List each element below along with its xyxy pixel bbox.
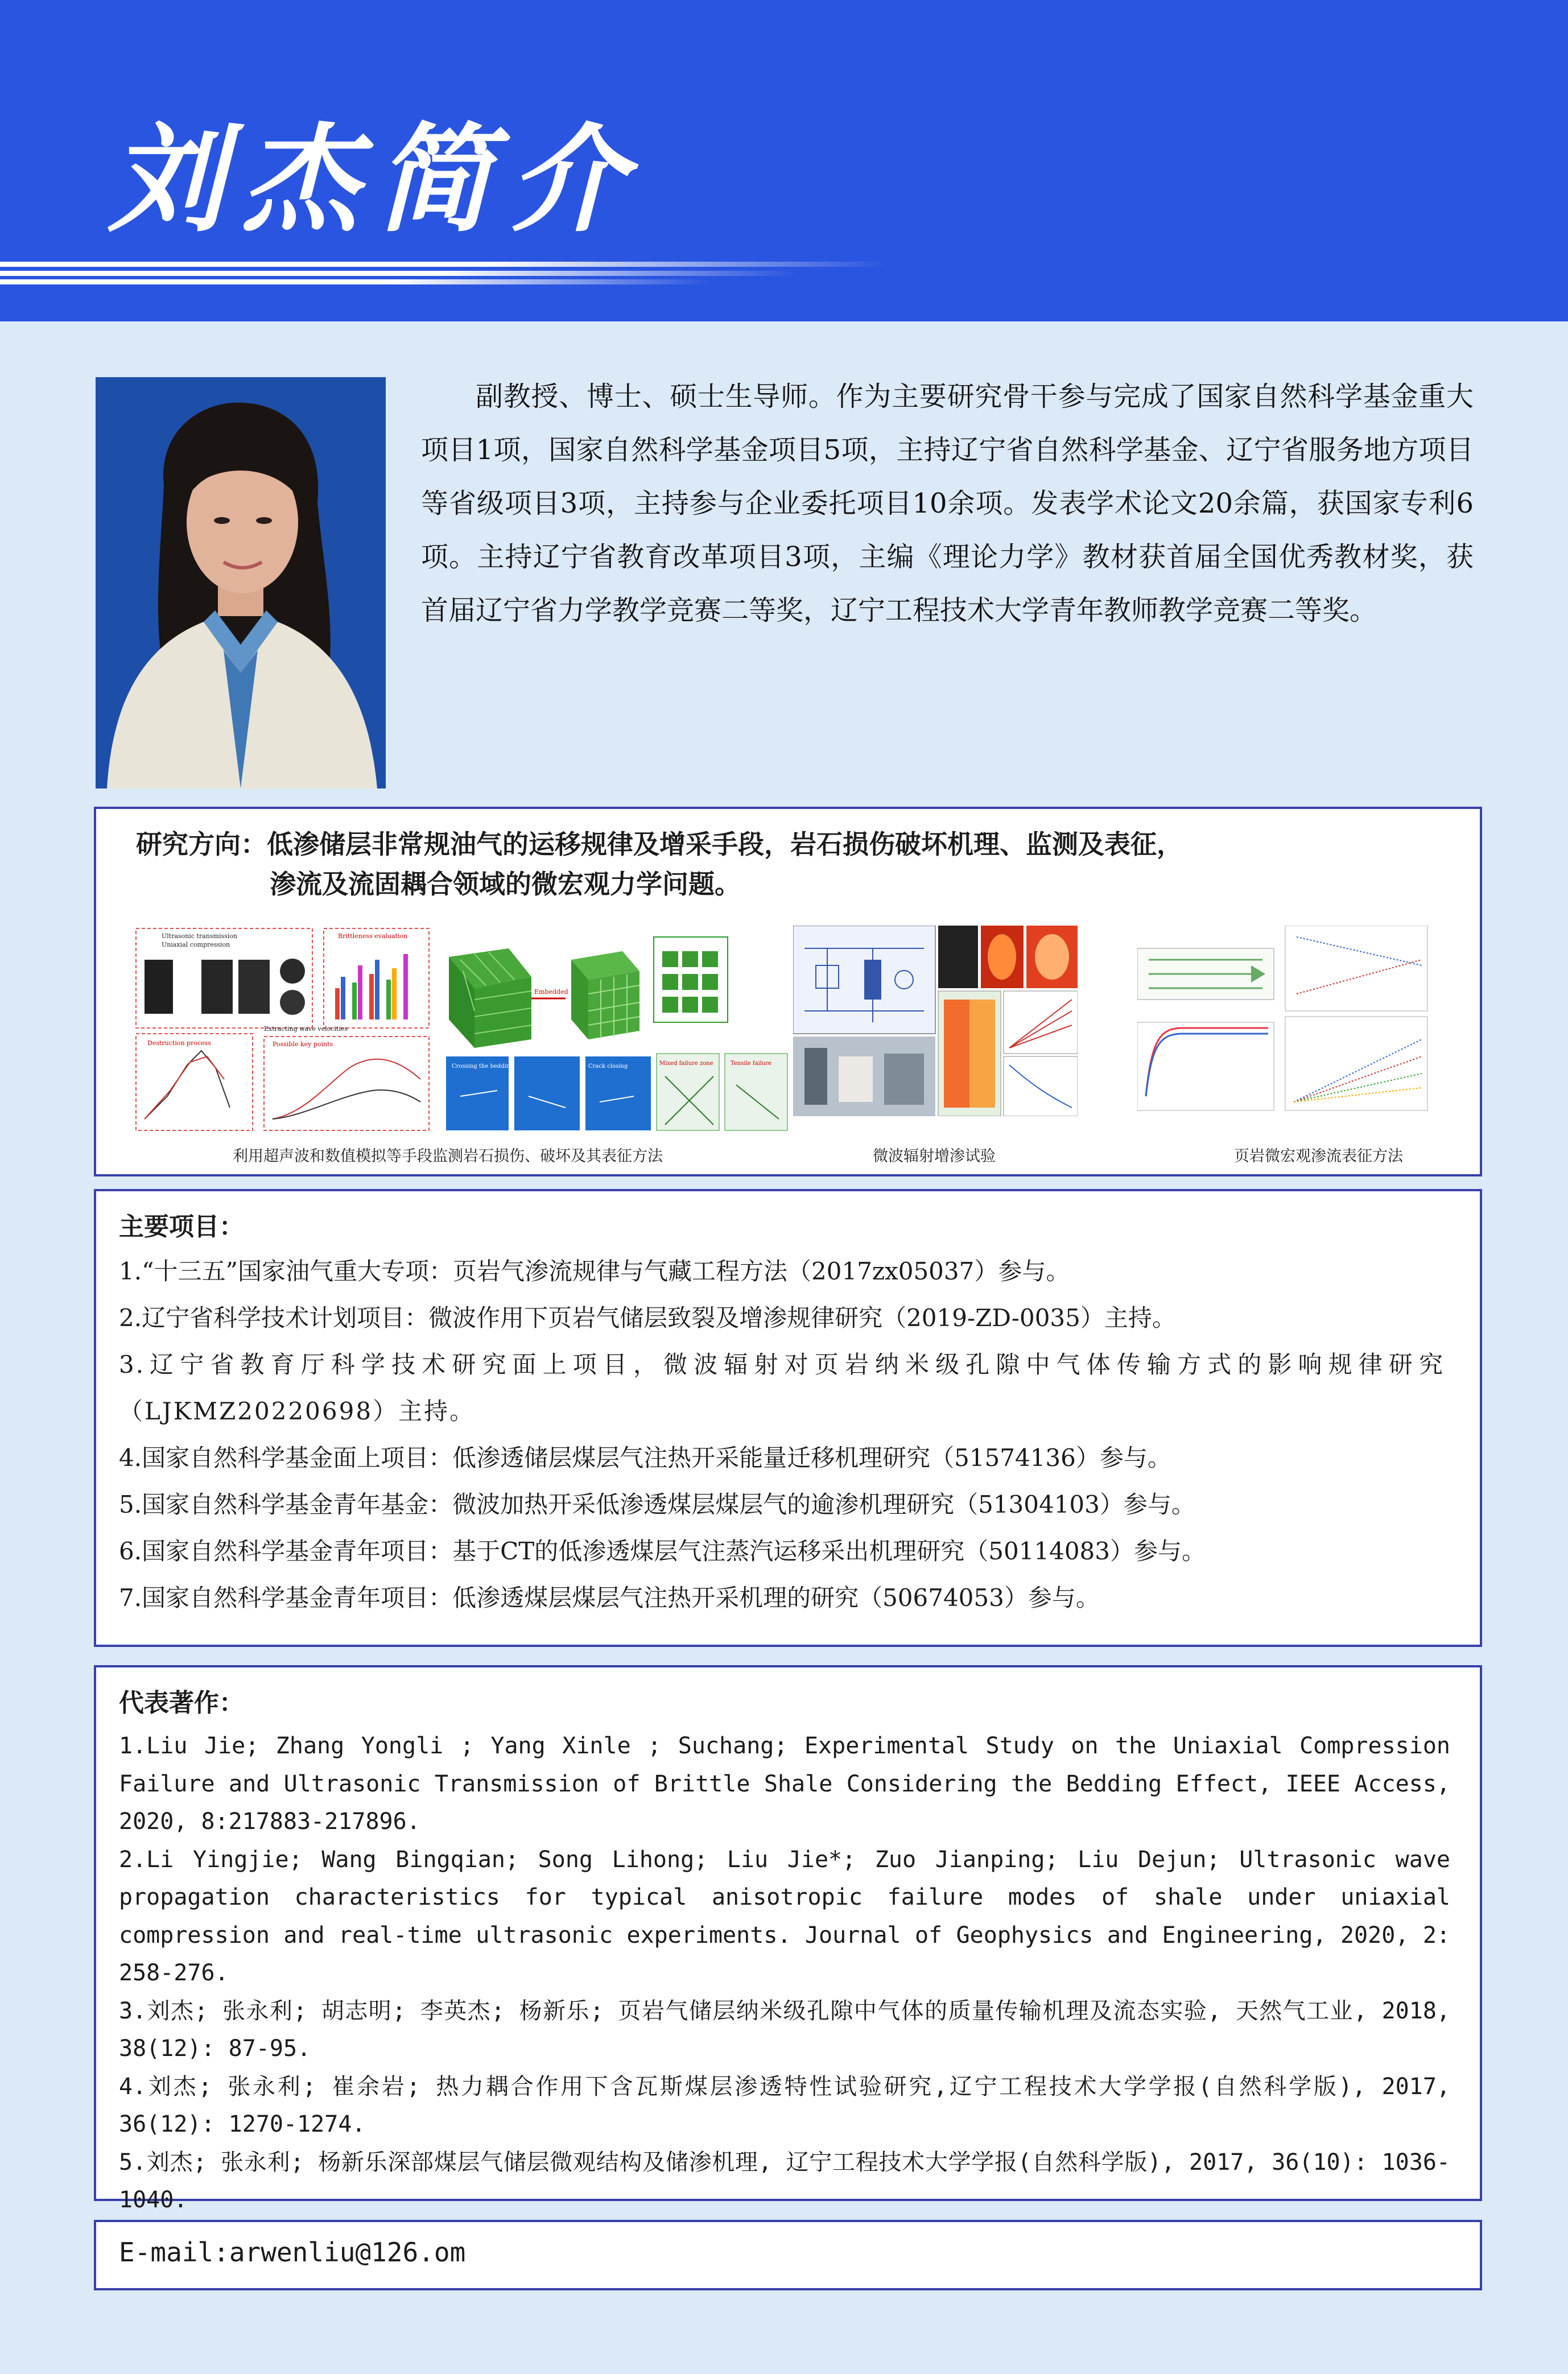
project-item: 2.辽宁省科学技术计划项目：微波作用下页岩气储层致裂及增渗规律研究（2019-ZD-0035）主持。	[119, 1304, 1176, 1332]
stripe	[0, 262, 888, 267]
publications-title: 代表著作：	[119, 1688, 244, 1717]
project-item: 4.国家自然科学基金面上项目：低渗透储层煤层气注热开采能量迁移机理研究（51574136）参与。	[119, 1444, 1171, 1472]
figure-shale-seepage	[1137, 926, 1433, 1116]
label-ultrasonic: Ultrasonic transmission	[162, 932, 237, 940]
publication-item: 5.刘杰; 张永利; 杨新乐深部煤层气储层微观结构及储渗机理, 辽宁工程技术大学学报(自然科学版), 2017, 36(10): 1036-1040.	[119, 2149, 1450, 2213]
research-line-1: 研究方向：低渗储层非常规油气的运移规律及增采手段，岩石损伤破坏机理、监测及表征，	[136, 829, 1183, 860]
research-heading	[136, 824, 1445, 904]
label-destruction: Destruction process	[147, 1039, 211, 1047]
bio-paragraph: 副教授、博士、硕士生导师。作为主要研究骨干参与完成了国家自然科学基金重大项目1项，国家自然科学基金项目5项，主持辽宁省自然科学基金、辽宁省服务地方项目等省级项目3项，主持参与企业委托项目10余项。发表学术论文20余篇，获国家专利6项。主持辽宁省教育改革项目3项，主编《理论力学》教材获首届全国优秀教材奖，获首届辽宁省力学教学竞赛二等奖，辽宁工程技术大学青年教师教学竞赛二等奖。	[421, 381, 1474, 626]
label-crossing: Crossing the bedding	[452, 1063, 514, 1070]
stripe	[0, 279, 711, 284]
numerical-model-cube	[449, 948, 531, 1048]
numerical-model-cube-2	[571, 951, 639, 1039]
figure-caption-2: 微波辐射增渗试验	[873, 1147, 996, 1165]
label-embedded: Embedded	[534, 988, 568, 996]
header-stripes	[0, 262, 888, 284]
page-title: 刘杰简介	[108, 113, 643, 248]
project-item: 6.国家自然科学基金青年项目：基于CT的低渗透煤层气注蒸汽运移采出机理研究（50114083）参与。	[119, 1537, 1206, 1565]
publications-box	[94, 1665, 1482, 2213]
publication-item: 4.刘杰; 张永利; 崔余岩; 热力耦合作用下含瓦斯煤层渗透特性试验研究,辽宁工程技术大学学报(自然科学版), 2017, 36(12): 1270-1274.	[119, 2073, 1450, 2137]
publications-list	[119, 1727, 1450, 2219]
email-address[interactable]: E-mail:arwenliu@126.om	[119, 2237, 466, 2268]
publication-item: 3.刘杰; 张永利; 胡志明; 李英杰; 杨新乐; 页岩气储层纳米级孔隙中气体的质量传输机理及流态实验, 天然气工业, 2018, 38(12): 87-95.	[119, 1997, 1450, 2062]
projects-list	[119, 1248, 1445, 1621]
figure-caption-1: 利用超声波和数值模拟等手段监测岩石损伤、破坏及其表征方法	[233, 1147, 663, 1165]
lattice-structure	[662, 951, 718, 1013]
label-tensile: Tensile failure	[731, 1060, 772, 1067]
portrait-photo	[96, 377, 386, 788]
project-item: 1.“十三五”国家油气重大专项：页岩气渗流规律与气藏工程方法（2017zx05037）参与。	[119, 1257, 1070, 1285]
seepage-channel-diagram	[1137, 948, 1274, 1000]
publication-item: 1.Liu Jie; Zhang Yongli ; Yang Xinle ; Suchang; Experimental Study on the Uniaxial Compression Failure and Ultrasonic Transmission of Brittle Shale Considering the Bedding Effect, IEEE Access, 2020, 8:217883-217896.	[119, 1733, 1450, 1835]
figure-ultrasonic-monitoring	[133, 926, 867, 1138]
header-banner	[0, 0, 1568, 321]
label-mixed: Mixed failure zone	[659, 1060, 713, 1067]
stripe	[0, 271, 797, 276]
label-brittleness: Brittleness evaluation	[338, 932, 408, 940]
contact-box	[94, 2220, 1482, 2290]
research-box	[94, 807, 1482, 1176]
figure-caption-3: 页岩微宏观渗流表征方法	[1234, 1147, 1403, 1165]
project-item: 7.国家自然科学基金青年项目：低渗透煤层煤层气注热开采机理的研究（50674053）参与。	[119, 1584, 1100, 1612]
label-crack: Crack closing	[588, 1063, 628, 1070]
project-item: 5.国家自然科学基金青年基金：微波加热开采低渗透煤层煤层气的逾渗机理研究（51304103）参与。	[119, 1491, 1195, 1518]
publication-item: 2.Li Yingjie; Wang Bingqian; Song Lihong; Liu Jie*; Zuo Jianping; Liu Dejun; Ultrasonic wave propagation characteristics for typical anisotropic failure modes of shale under uniaxial compression and real-time ultrasonic experiments. Journal of Geophysics and Engineering, 2020, 2: 258-276.	[119, 1846, 1450, 1986]
figure-microwave-experiment	[793, 926, 1078, 1118]
projects-box	[94, 1189, 1482, 1647]
label-extracting: Extracting wave velocities	[264, 1025, 348, 1033]
research-line-2: 渗流及流固耦合领域的微宏观力学问题。	[270, 869, 741, 899]
project-item: 3.辽宁省教育厅科学技术研究面上项目，微波辐射对页岩纳米级孔隙中气体传输方式的影响规律研究（LJKMZ20220698）主持。	[119, 1351, 1445, 1425]
label-possible: Possible key points	[273, 1041, 333, 1048]
projects-title: 主要项目：	[119, 1212, 244, 1241]
label-uniaxial: Uniaxial compression	[162, 941, 230, 948]
